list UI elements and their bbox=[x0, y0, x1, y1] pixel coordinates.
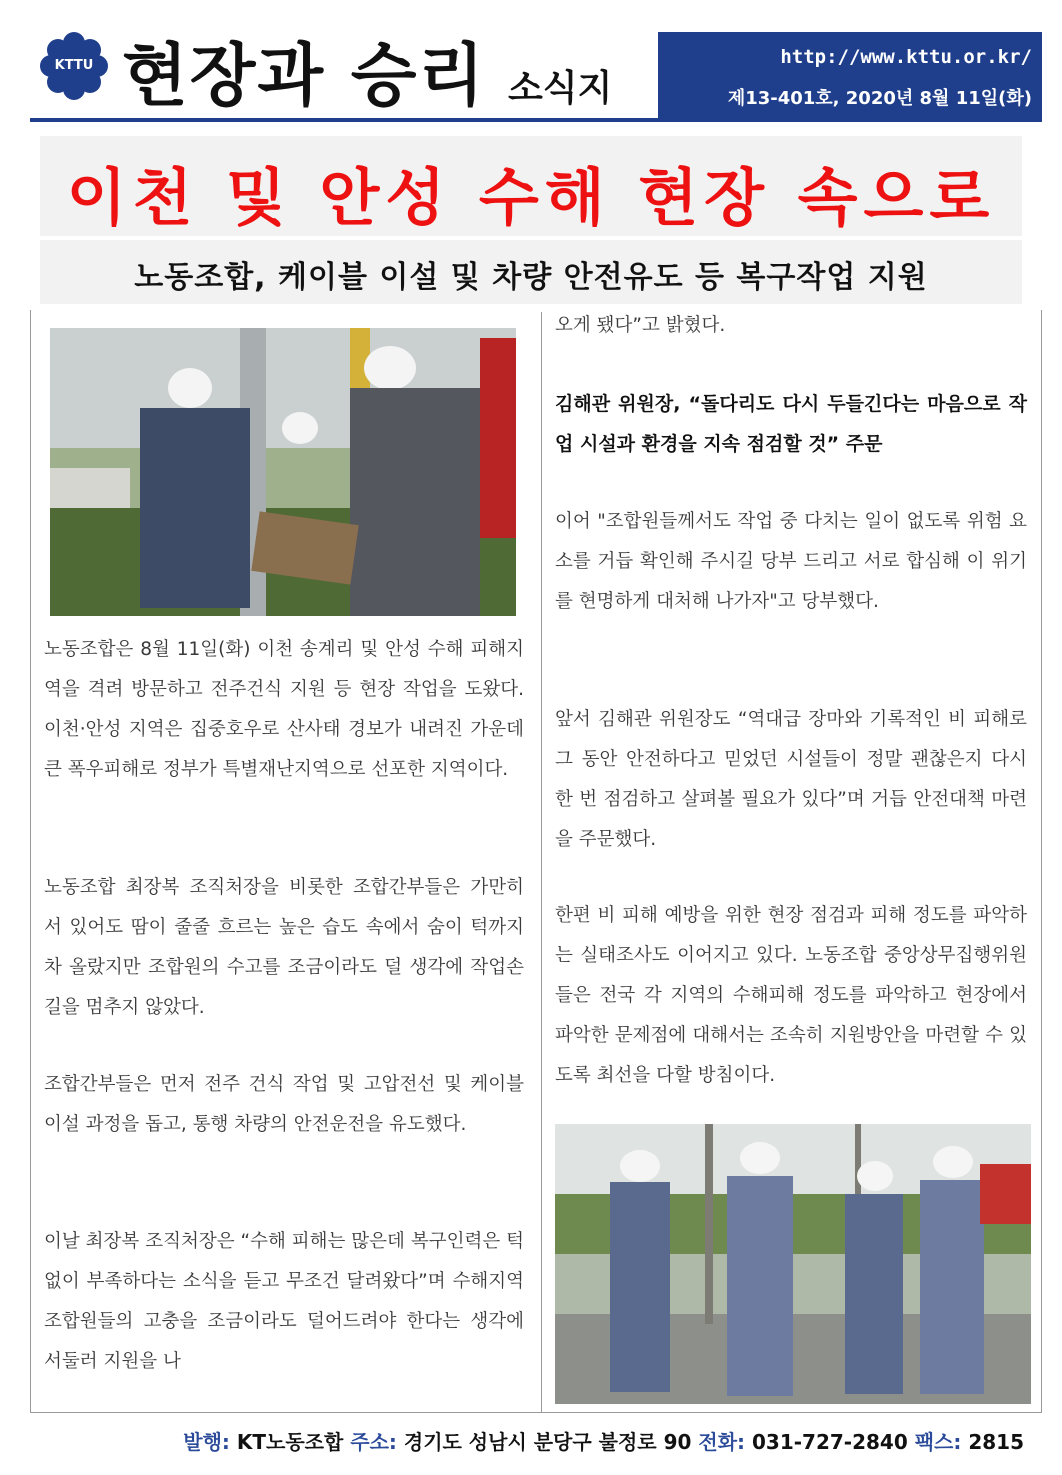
fax: 2815 bbox=[968, 1430, 1024, 1454]
publisher: KT노동조합 bbox=[236, 1430, 344, 1454]
article-paragraph: 이어 "조합원들께서도 작업 중 다치는 일이 없도록 위험 요소를 거듭 확인해 주시길 당부 드리고 서로 합심해 이 위기를 현명하게 대처해 나가자"고 당부했다. bbox=[555, 511, 1027, 612]
address: 경기도 성남시 분당구 불정로 90 bbox=[403, 1430, 692, 1454]
logo-text: KTTU bbox=[54, 58, 94, 73]
fax-label: 팩스: bbox=[914, 1430, 962, 1454]
headline-banner bbox=[40, 136, 1022, 236]
article-paragraph: 한편 비 피해 예방을 위한 현장 점검과 피해 정도를 파악하는 실태조사도 이어지고 있다. 노동조합 중앙상무집행위원들은 전국 각 지역의 수해피해 정도를 파악하고 현장에서 파악한 문제점에 대해서는 조속히 지원방안을 마련할 수 있도록 최선을 다할 방침이다. bbox=[555, 905, 1027, 1086]
article-continuation: 오게 됐다”고 밝혔다. bbox=[555, 315, 726, 336]
article-paragraph: 조합간부들은 먼저 전주 건식 작업 및 고압전선 및 케이블 이설 과정을 돕고, 통행 차량의 안전운전을 유도했다. bbox=[44, 1074, 524, 1135]
column-divider bbox=[541, 312, 542, 1412]
phone-label: 전화: bbox=[698, 1430, 746, 1454]
article-paragraph: 노동조합은 8월 11일(화) 이천 송계리 및 안성 수해 피해지역을 격려 방문하고 전주건식 지원 등 현장 작업을 도왔다. 이천·안성 지역은 집중호우로 산사태 경보가 내려진 가운데 큰 폭우피해로 정부가 특별재난지역으로 선포한 지역이다. bbox=[44, 639, 524, 780]
subheadline: 노동조합, 케이블 이설 및 차량 안전유도 등 복구작업 지원 bbox=[134, 260, 928, 295]
workers-lifting-concrete-block-photo bbox=[50, 328, 516, 616]
masthead bbox=[30, 22, 1042, 118]
footer bbox=[0, 1426, 1062, 1455]
newsletter-title: 현장과 승리 bbox=[122, 36, 487, 116]
publisher-label: 발행: bbox=[183, 1430, 230, 1454]
article-paragraph: 이날 최장복 조직처장은 “수해 피해는 많은데 복구인력은 턱 없이 부족하다는 소식을 듣고 무조건 달려왔다”며 수해지역 조합원들의 고충을 조금이라도 덜어드려야 한다는 생각에 서둘러 지원을 나 bbox=[44, 1231, 524, 1372]
article-paragraph: 앞서 김해관 위원장도 “역대급 장마와 기록적인 비 피해로 그 동안 안전하다고 믿었던 시설들이 정말 괜찮은지 다시 한 번 점검하고 살펴볼 필요가 있다”며 거듭 안전대책 마련을 주문했다. bbox=[555, 709, 1027, 850]
website-url[interactable]: http://www.kttu.or.kr/ bbox=[780, 46, 1032, 68]
masthead-rule bbox=[30, 118, 1042, 122]
issue-info-box bbox=[658, 32, 1042, 118]
headline: 이천 및 안성 수해 현장 속으로 bbox=[66, 161, 996, 234]
address-label: 주소: bbox=[350, 1430, 397, 1454]
quote-subheading: 김해관 위원장, “돌다리도 다시 두들긴다는 마음으로 작업 시설과 환경을 지속 점검할 것” 주문 bbox=[555, 393, 1027, 455]
phone: 031-727-2840 bbox=[751, 1430, 908, 1454]
article-paragraph: 노동조합 최장복 조직처장을 비롯한 조합간부들은 가만히 서 있어도 땀이 줄줄 흐르는 높은 습도 속에서 숨이 턱까지 차 올랐지만 조합원의 수고를 조금이라도 덜 생각에 작업손길을 멈추지 않았다. bbox=[44, 877, 524, 1018]
subheadline-banner bbox=[40, 240, 1022, 304]
issue-number-date: 제13-401호, 2020년 8월 11일(화) bbox=[727, 88, 1032, 109]
kttu-logo bbox=[40, 32, 108, 100]
newsletter-subtitle: 소식지 bbox=[508, 67, 613, 109]
union-leaders-in-hardhats-photo bbox=[555, 1124, 1031, 1404]
